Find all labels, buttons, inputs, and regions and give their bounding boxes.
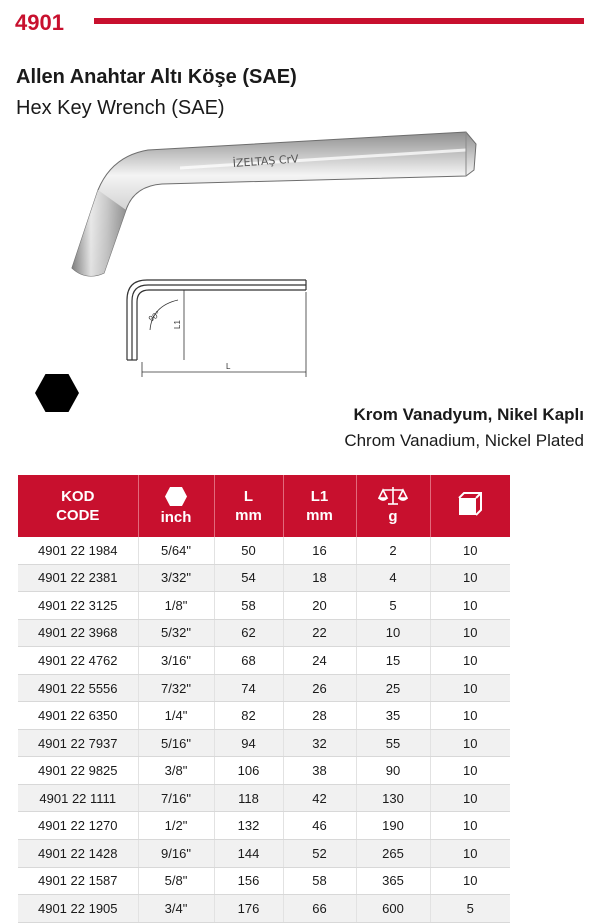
cell-pack: 10	[430, 702, 510, 730]
cell-pack: 10	[430, 784, 510, 812]
title-english: Hex Key Wrench (SAE)	[16, 97, 225, 119]
cell-inch: 3/4"	[138, 895, 214, 923]
table-row	[18, 537, 510, 564]
table-header-row	[18, 475, 510, 537]
cell-g: 600	[356, 895, 430, 923]
cell-code: 4901 22 7937	[18, 729, 138, 757]
cell-l1: 32	[283, 729, 356, 757]
cell-g: 10	[356, 619, 430, 647]
cell-g: 4	[356, 564, 430, 592]
table-row	[18, 619, 510, 647]
cell-inch: 3/32"	[138, 564, 214, 592]
header-l: L	[243, 488, 254, 505]
table-row	[18, 729, 510, 757]
dimension-l-label: L	[226, 362, 231, 371]
cell-l: 54	[214, 564, 283, 592]
table-row	[18, 757, 510, 785]
table-row	[18, 674, 510, 702]
cell-l: 94	[214, 729, 283, 757]
cell-pack: 10	[430, 812, 510, 840]
header-rule	[94, 18, 584, 24]
hexagon-icon	[34, 373, 80, 413]
cell-inch: 5/64"	[138, 537, 214, 564]
cell-l: 118	[214, 784, 283, 812]
cell-l1: 24	[283, 647, 356, 675]
cell-code: 4901 22 1587	[18, 867, 138, 895]
specification-table	[18, 475, 510, 923]
cell-l: 144	[214, 840, 283, 868]
cell-l1: 58	[283, 867, 356, 895]
cell-code: 4901 22 2381	[18, 564, 138, 592]
scale-icon	[378, 486, 408, 506]
header-weight-unit: g	[388, 508, 398, 525]
cell-inch: 1/4"	[138, 702, 214, 730]
technical-drawing	[127, 280, 306, 377]
cell-l1: 42	[283, 784, 356, 812]
cell-code: 4901 22 1984	[18, 537, 138, 564]
cell-l1: 20	[283, 592, 356, 620]
cell-l1: 66	[283, 895, 356, 923]
cell-pack: 10	[430, 537, 510, 564]
cell-pack: 10	[430, 564, 510, 592]
cell-pack: 5	[430, 895, 510, 923]
table-row	[18, 702, 510, 730]
cell-code: 4901 22 5556	[18, 674, 138, 702]
cell-l1: 28	[283, 702, 356, 730]
cell-inch: 1/8"	[138, 592, 214, 620]
product-illustration	[0, 130, 597, 380]
header-size-unit: inch	[160, 508, 192, 526]
header-code	[18, 475, 138, 537]
cell-inch: 3/8"	[138, 757, 214, 785]
table-row	[18, 812, 510, 840]
cell-l: 156	[214, 867, 283, 895]
cell-code: 4901 22 6350	[18, 702, 138, 730]
cell-l1: 38	[283, 757, 356, 785]
cell-l: 50	[214, 537, 283, 564]
cell-l1: 52	[283, 840, 356, 868]
cell-inch: 7/32"	[138, 674, 214, 702]
table-row	[18, 895, 510, 923]
angle-label: 90°	[146, 309, 163, 324]
cell-inch: 5/32"	[138, 619, 214, 647]
cell-l: 82	[214, 702, 283, 730]
cell-l1: 18	[283, 564, 356, 592]
cell-l: 132	[214, 812, 283, 840]
cell-pack: 10	[430, 619, 510, 647]
cell-pack: 10	[430, 867, 510, 895]
cell-inch: 3/16"	[138, 647, 214, 675]
cell-code: 4901 22 3125	[18, 592, 138, 620]
header-package	[430, 475, 510, 537]
cell-g: 15	[356, 647, 430, 675]
cell-code: 4901 22 1905	[18, 895, 138, 923]
cell-g: 35	[356, 702, 430, 730]
cell-code: 4901 22 1111	[18, 784, 138, 812]
table-row	[18, 592, 510, 620]
cell-g: 25	[356, 674, 430, 702]
table-row	[18, 564, 510, 592]
cell-code: 4901 22 3968	[18, 619, 138, 647]
cell-g: 55	[356, 729, 430, 757]
product-number: 4901	[15, 10, 64, 35]
header-l1-unit: mm	[306, 507, 333, 524]
cell-g: 130	[356, 784, 430, 812]
cell-inch: 9/16"	[138, 840, 214, 868]
header-code-en: CODE	[56, 507, 100, 524]
cell-g: 5	[356, 592, 430, 620]
cell-l: 106	[214, 757, 283, 785]
cell-l: 58	[214, 592, 283, 620]
cell-pack: 10	[430, 757, 510, 785]
cell-pack: 10	[430, 840, 510, 868]
cell-pack: 10	[430, 592, 510, 620]
box-icon	[457, 491, 483, 517]
header-l1-label: L1	[310, 488, 329, 505]
cell-l1: 26	[283, 674, 356, 702]
cell-code: 4901 22 1428	[18, 840, 138, 868]
material-english: Chrom Vanadium, Nickel Plated	[344, 431, 584, 450]
header-l-unit: mm	[235, 507, 262, 524]
tool-marking: İZELTAŞ CrV	[232, 152, 300, 170]
hexagon-icon	[164, 486, 188, 507]
table-row	[18, 647, 510, 675]
cell-l: 176	[214, 895, 283, 923]
hex-key-photo	[72, 132, 476, 276]
cell-l: 74	[214, 674, 283, 702]
cell-l: 62	[214, 619, 283, 647]
material-turkish: Krom Vanadyum, Nikel Kaplı	[353, 405, 584, 424]
header-code-tr: KOD	[61, 488, 95, 505]
title-turkish: Allen Anahtar Altı Köşe (SAE)	[16, 66, 297, 88]
cell-pack: 10	[430, 729, 510, 757]
cell-code: 4901 22 9825	[18, 757, 138, 785]
cell-inch: 7/16"	[138, 784, 214, 812]
cell-g: 365	[356, 867, 430, 895]
cell-g: 2	[356, 537, 430, 564]
cell-code: 4901 22 1270	[18, 812, 138, 840]
cell-pack: 10	[430, 647, 510, 675]
cell-l: 68	[214, 647, 283, 675]
header-length	[214, 475, 283, 537]
table-row	[18, 784, 510, 812]
cell-inch: 1/2"	[138, 812, 214, 840]
cell-l1: 22	[283, 619, 356, 647]
table-row	[18, 840, 510, 868]
cell-l1: 46	[283, 812, 356, 840]
header-weight	[356, 475, 430, 537]
cell-code: 4901 22 4762	[18, 647, 138, 675]
cell-inch: 5/16"	[138, 729, 214, 757]
cell-g: 265	[356, 840, 430, 868]
cell-g: 190	[356, 812, 430, 840]
cell-pack: 10	[430, 674, 510, 702]
header-l1	[283, 475, 356, 537]
dimension-l1-label: L1	[173, 320, 182, 329]
header-size	[138, 475, 214, 537]
table-row	[18, 867, 510, 895]
cell-inch: 5/8"	[138, 867, 214, 895]
cell-g: 90	[356, 757, 430, 785]
cell-l1: 16	[283, 537, 356, 564]
